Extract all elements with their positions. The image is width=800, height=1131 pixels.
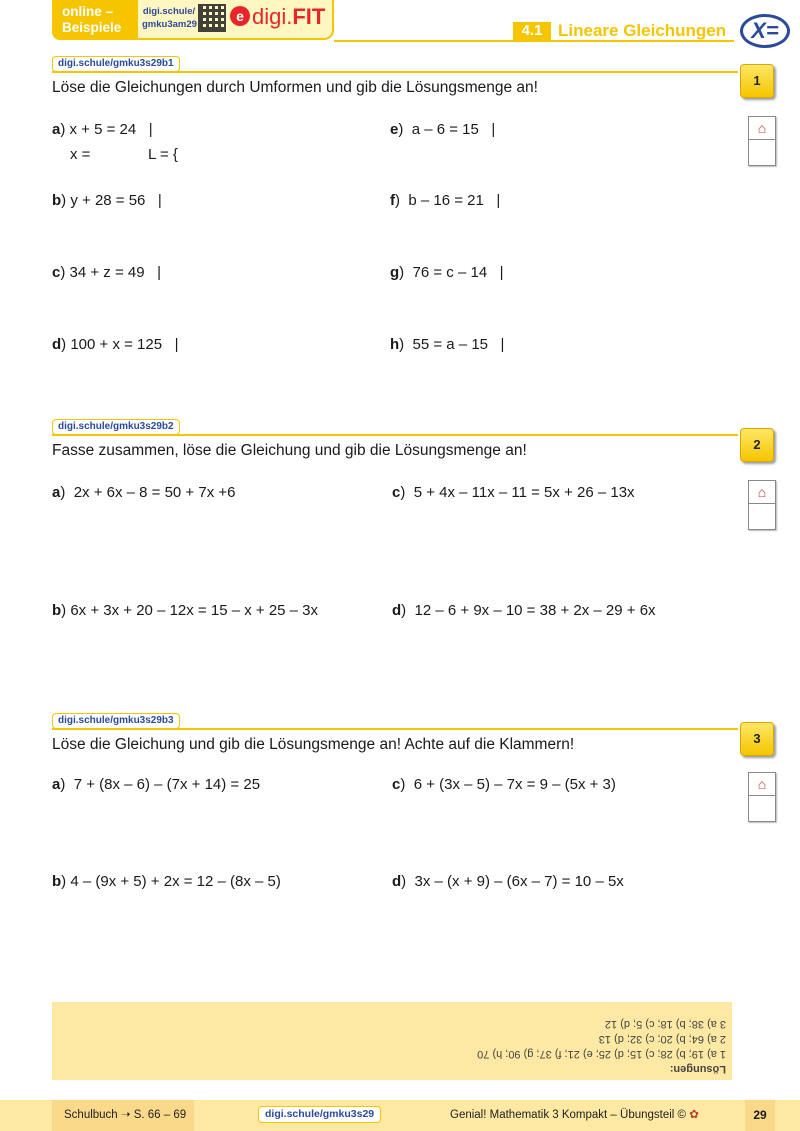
exercise3-homework-box[interactable] [748,772,776,822]
footer-code[interactable]: digi.schule/gmku3s29 [258,1106,381,1123]
exercise2-item-d: d) 12 – 6 + 9x – 10 = 38 + 2x – 29 + 6x [392,602,656,619]
exercise1-item-c: c) 34 + z = 49 | [52,264,161,281]
exercise1-item-f: f) b – 16 = 21 | [390,192,501,209]
exercise2-code[interactable]: digi.schule/gmku3s29b2 [52,419,180,435]
digi-url[interactable] [142,5,196,31]
homework-box-divider [749,139,775,140]
exercise1-item-g: g) 76 = c – 14 | [390,264,504,281]
exercise1-item-b: b) y + 28 = 56 | [52,192,162,209]
digifit-suffix: FIT [292,4,326,29]
schoolbook-reference: Schulbuch ➝ S. 66 – 69 [64,1109,187,1121]
exercise1-item-h: h) 55 = a – 15 | [390,336,505,353]
house-icon: ⌂ [757,776,767,792]
exercise1-item-d: d) 100 + x = 125 | [52,336,179,353]
digi-link-box[interactable] [136,0,334,40]
exercise3-item-c: c) 6 + (3x – 5) – 7x = 9 – (5x + 3) [392,776,616,793]
house-icon: ⌂ [757,484,767,500]
example-l: L = { [148,146,178,163]
section-title: Lineare Gleichungen [558,21,727,40]
homework-box-divider [749,503,775,504]
exercise3-code[interactable]: digi.schule/gmku3s29b3 [52,713,180,729]
section-number: 4.1 [513,22,551,40]
exercise1-item-a: a) x + 5 = 24 | [52,121,153,138]
solutions-line-1: 1 a) 19; b) 28; c) 15; d) 25; e) 21; f) 37; g) 90; h) 70 [477,1048,726,1060]
footer [0,1100,800,1131]
exercise1-homework-box[interactable] [748,116,776,166]
exercise3-item-b: b) 4 – (9x + 5) + 2x = 12 – (8x – 5) [52,873,281,890]
digifit-logo [252,6,325,28]
online-label-line2: Beispiele [62,20,122,35]
qr-code-icon[interactable] [198,4,226,32]
publisher-logo-icon: ✿ [689,1109,699,1121]
exercise1-title: Löse die Gleichungen durch Umformen und gib die Lösungsmenge an! [52,79,538,96]
exercise2-title: Fasse zusammen, löse die Gleichung und gib die Lösungsmenge an! [52,442,527,459]
exercise3-title: Löse die Gleichung und gib die Lösungsmenge an! Achte auf die Klammern! [52,736,575,753]
digi-url-line1: digi.schule/ [142,6,196,17]
digi-url-line2: gmku3am29 [142,19,197,30]
exercise1-rule [52,71,738,73]
exercise2-item-b: b) 6x + 3x + 20 – 12x = 15 – x + 25 – 3x [52,602,319,619]
exercise1-code[interactable]: digi.schule/gmku3s29b1 [52,56,180,72]
exercise2-item-c: c) 5 + 4x – 11x – 11 = 5x + 26 – 13x [392,484,635,501]
exercise3-item-a: a) 7 + (8x – 6) – (7x + 14) = 25 [52,776,261,793]
online-examples-label [52,0,136,40]
exercise2-number: 2 [740,428,774,462]
exercise1-number: 1 [740,64,774,98]
solutions-line-3: 3 a) 38; b) 18; c) 5; d) 12 [604,1018,726,1030]
digifit-logo-icon: e [230,6,250,26]
digifit-prefix: digi. [252,4,293,29]
exercise3-number: 3 [740,722,774,756]
page-number: 29 [745,1100,775,1131]
exercise2-homework-box[interactable] [748,480,776,530]
solutions-rotated [54,1006,726,1076]
homework-box-divider [749,795,775,796]
solutions-box [52,1002,732,1080]
online-label-line1: online – [62,4,114,19]
solutions-line-2: 2 a) 64; b) 20; c) 32; d) 13 [598,1033,726,1045]
publisher-text: Genial! Mathematik 3 Kompakt – Übungsteil © [450,1109,687,1121]
house-icon: ⌂ [757,120,767,136]
exercise1-item-e: e) a – 6 = 15 | [390,121,496,138]
exercise2-item-a: a) 2x + 6x – 8 = 50 + 7x +6 [52,484,236,501]
example-x: x = [70,146,91,163]
solutions-heading: Lösungen: [669,1063,726,1075]
equation-logo-icon: X= [740,14,790,48]
publisher-line [450,1108,699,1122]
exercise2-rule [52,434,738,436]
exercise3-item-d: d) 3x – (x + 9) – (6x – 7) = 10 – 5x [392,873,624,890]
exercise3-rule [52,728,738,730]
